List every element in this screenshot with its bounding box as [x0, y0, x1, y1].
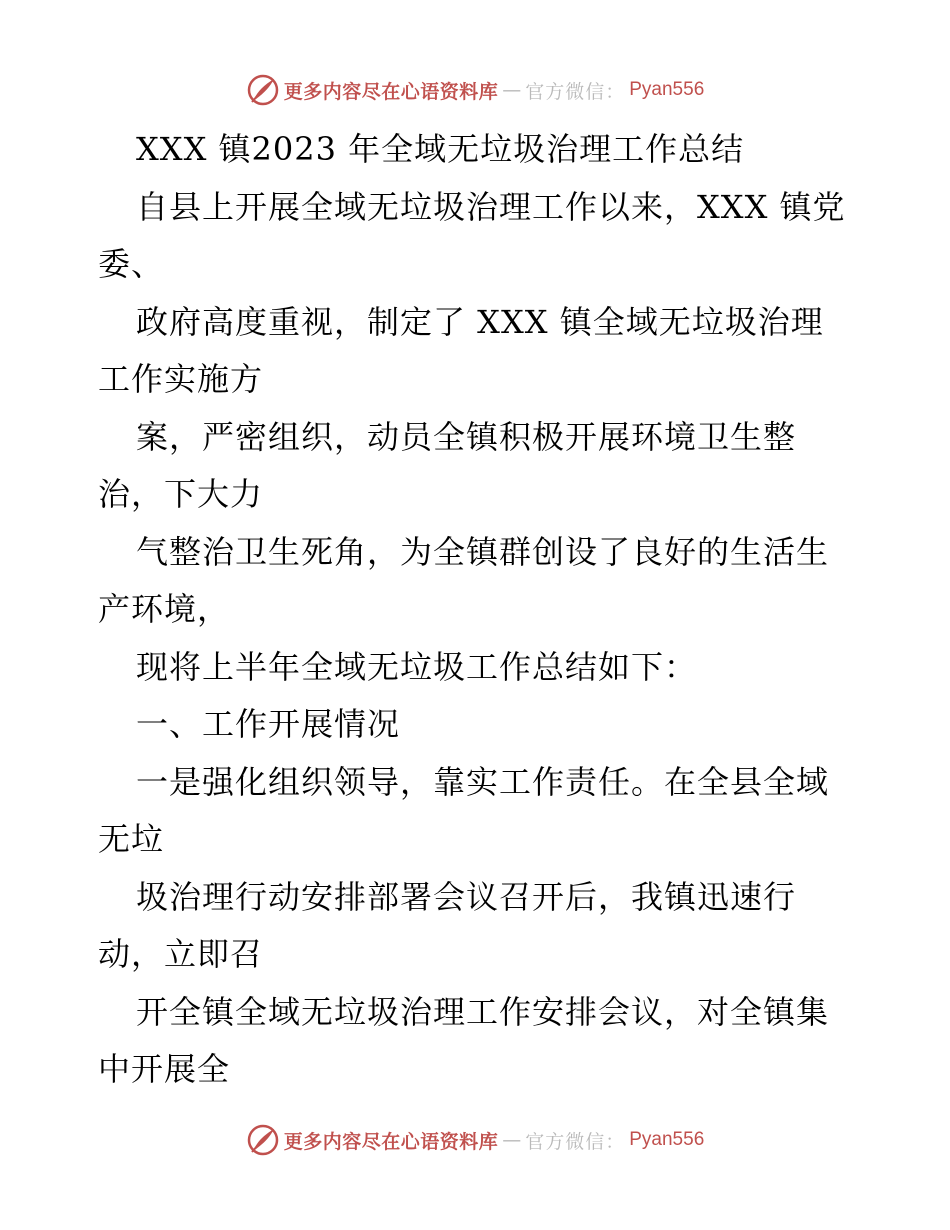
text-line: 工作实施方 — [98, 360, 264, 398]
wechat-label: 官方微信： — [525, 1130, 626, 1153]
text-line: 中开展全 — [98, 1050, 231, 1088]
text-line: 圾治理行动安排部署会议召开后，我镇迅速行 — [136, 877, 797, 916]
header-banner — [0, 70, 950, 110]
document-title: XXX 镇2023 年全域无垃圾治理工作总结 — [136, 130, 745, 168]
promo-text: 更多内容尽在心语资料库 — [283, 1130, 499, 1153]
promo-text: 更多内容尽在心语资料库 — [283, 80, 499, 103]
text-line: 一是强化组织领导，靠实工作责任。在全县全域 — [136, 762, 830, 801]
document-body — [98, 121, 858, 1099]
text-line: 开全镇全域无垃圾治理工作安排会议，对全镇集 — [136, 992, 830, 1031]
text-line: 治，下大力 — [98, 475, 264, 513]
footer-banner — [0, 1120, 950, 1160]
text-line: 现将上半年全域无垃圾工作总结如下： — [136, 647, 698, 686]
text-line: 一、工作开展情况 — [136, 705, 401, 743]
wechat-id: Pyan556 — [629, 79, 705, 100]
quill-pen-icon — [246, 1123, 280, 1157]
text-line: 动，立即召 — [98, 935, 264, 973]
quill-pen-icon — [246, 73, 280, 107]
text-line: 无垃 — [98, 820, 165, 858]
text-line: 气整治卫生死角，为全镇群创设了良好的生活生 — [136, 532, 830, 571]
banner-dash: — — [502, 79, 522, 101]
text-line: 产环境， — [98, 590, 231, 628]
wechat-label: 官方微信： — [525, 80, 626, 103]
text-line: 政府高度重视，制定了 XXX 镇全域无垃圾治理 — [136, 302, 824, 341]
text-line: 自县上开展全域无垃圾治理工作以来，XXX 镇党 — [136, 187, 846, 226]
wechat-id: Pyan556 — [629, 1129, 705, 1150]
text-line: 案，严密组织，动员全镇积极开展环境卫生整 — [136, 417, 797, 456]
text-line: 委、 — [98, 245, 165, 283]
banner-dash: — — [502, 1129, 522, 1151]
